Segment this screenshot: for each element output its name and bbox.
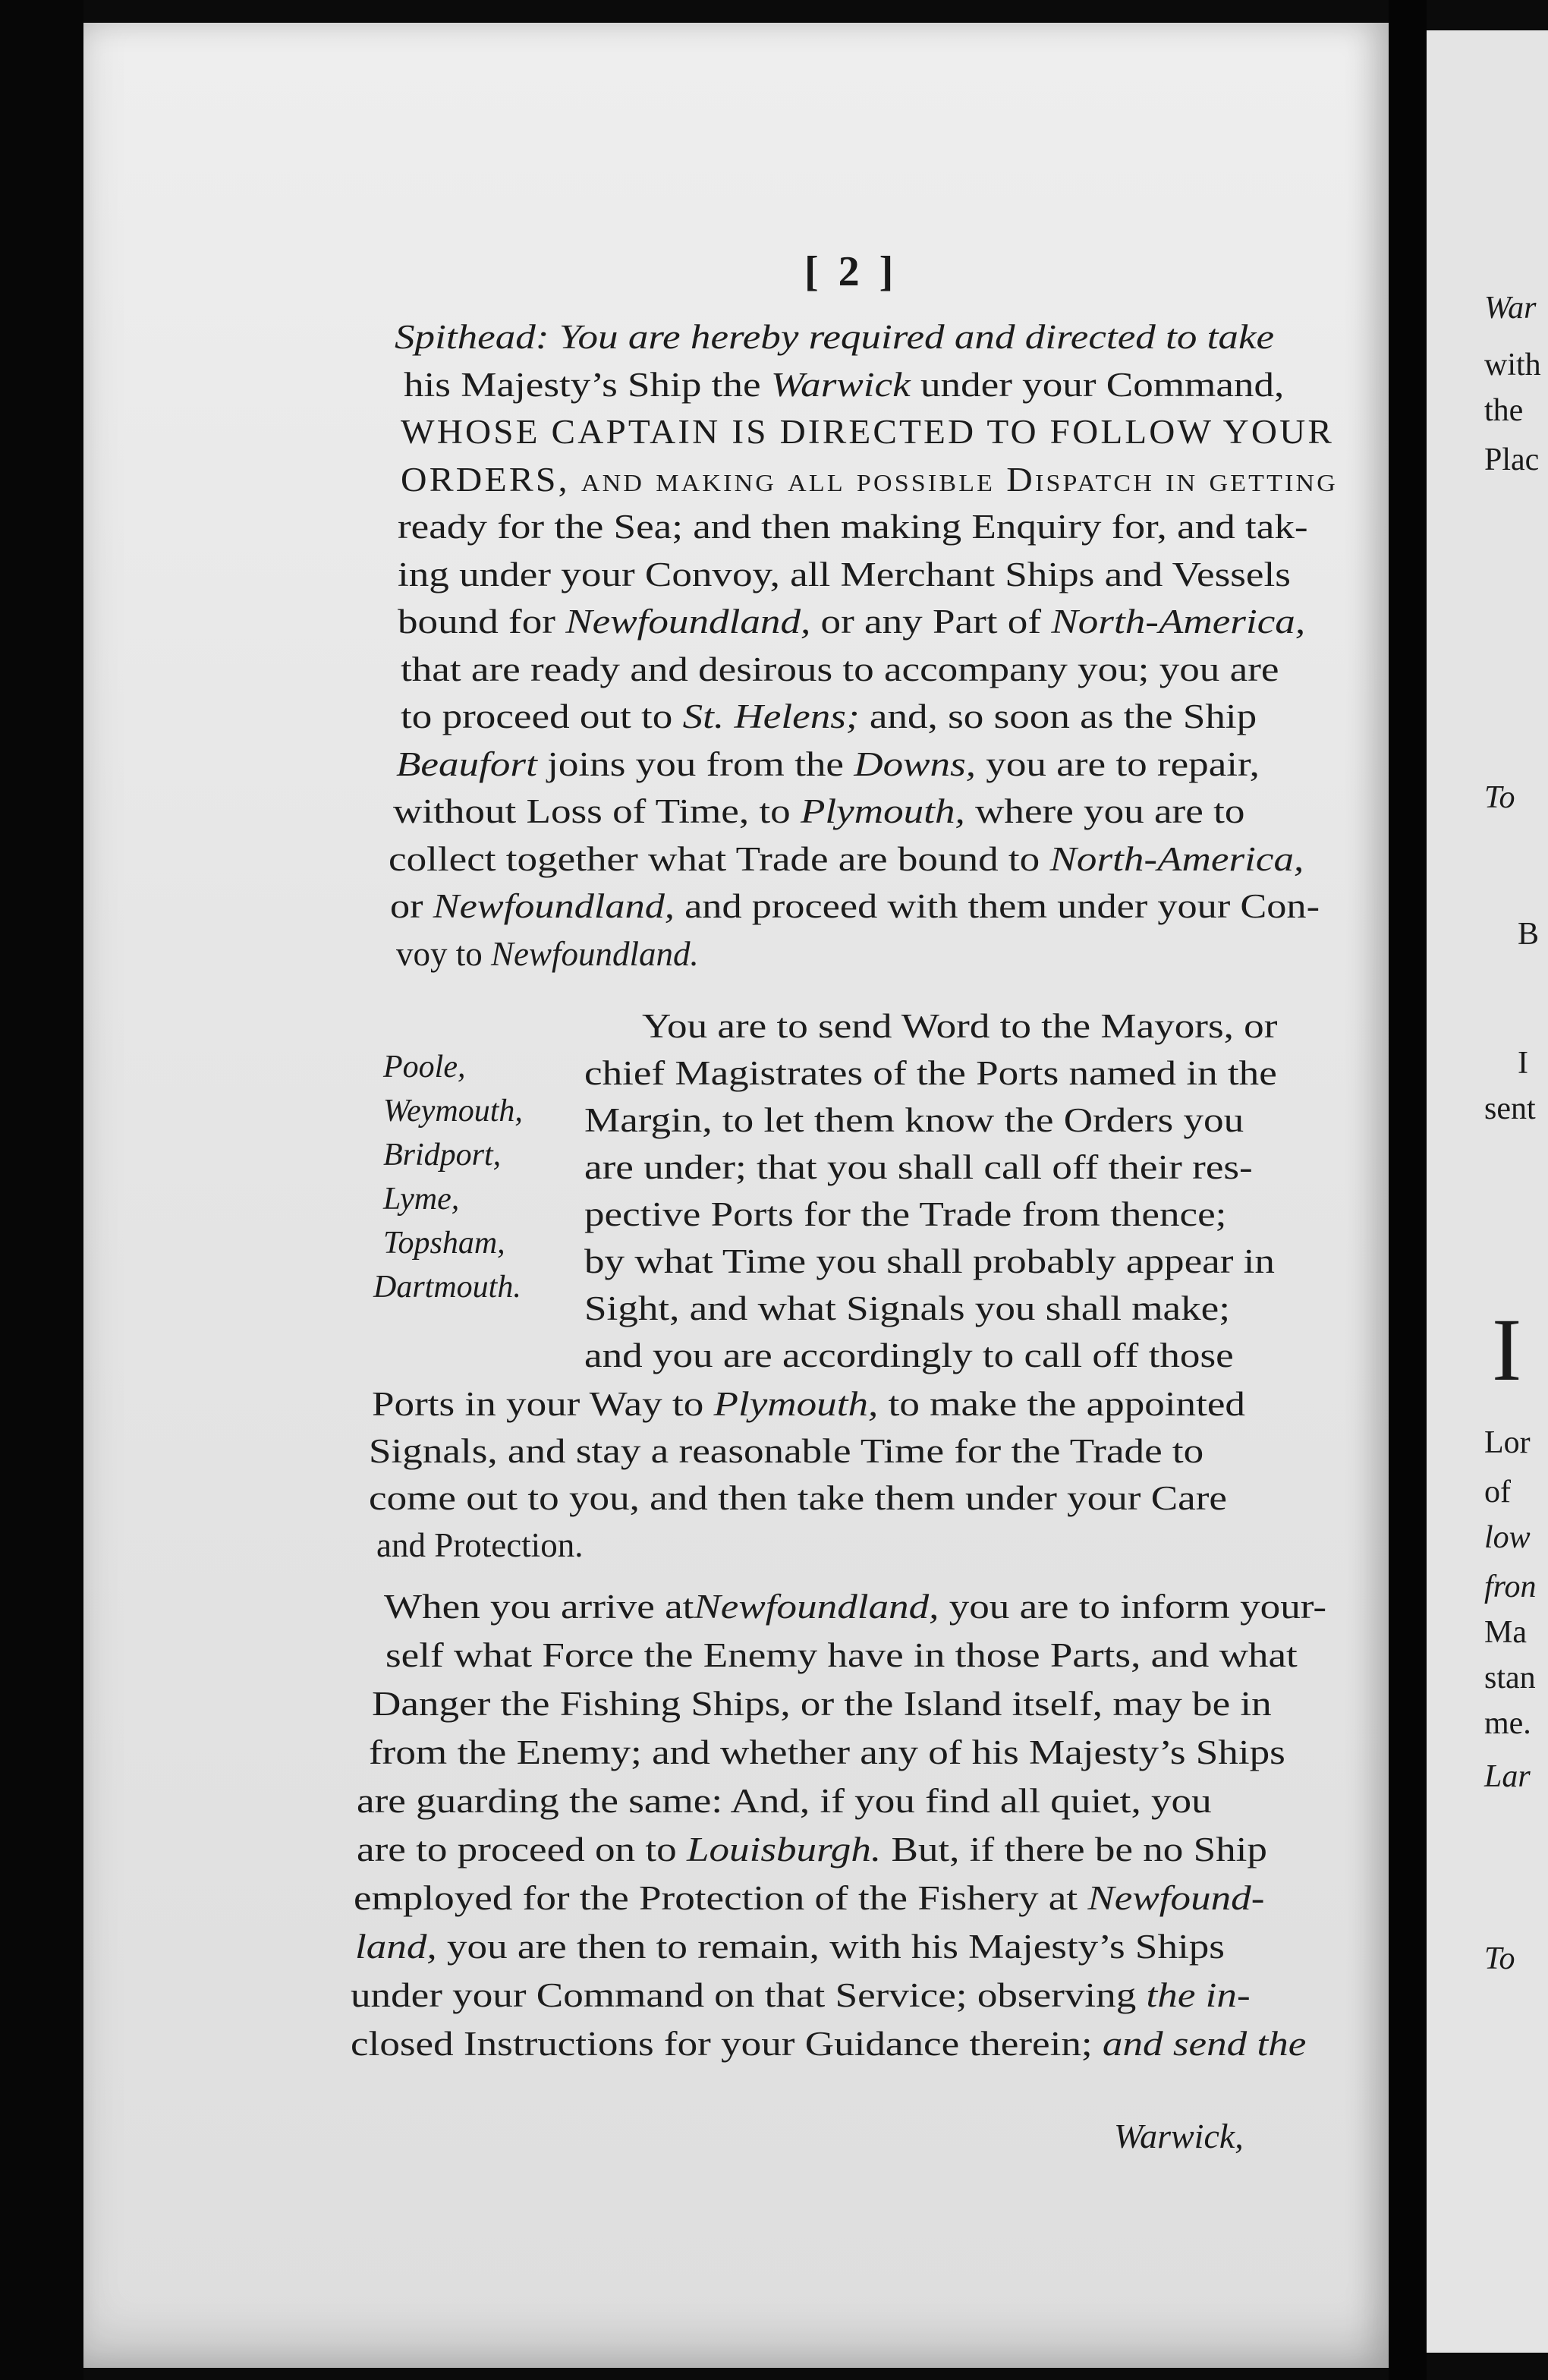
text-segment: Warwick (770, 365, 911, 404)
text-segment: ORDERS, and making all possible Dispatch in getting (401, 460, 1338, 499)
text-line (404, 365, 1285, 404)
text-segment: collect together what Trade are bound to (389, 839, 1050, 878)
text-segment: employed for the Protection of the Fishery at (354, 1879, 1088, 1917)
facing-page-fragment: To (1484, 1941, 1515, 1976)
text-segment: you are to inform your- (939, 1588, 1327, 1626)
text-segment: Newfoundland, (565, 603, 811, 641)
text-line (385, 1636, 1298, 1674)
text-segment: St. Helens; (682, 697, 860, 735)
margin-port: Dartmouth. (373, 1270, 521, 1305)
text-segment: When you arrive at (384, 1588, 694, 1626)
text-segment: Newfound- (1087, 1879, 1265, 1917)
facing-page-edge (1427, 30, 1548, 2353)
text-line (398, 555, 1291, 593)
text-segment: Plymouth, (713, 1385, 879, 1423)
margin-port: Lyme, (383, 1182, 460, 1217)
text-segment: are guarding the same: And, if you find all quiet, you (357, 1782, 1212, 1820)
facing-page-fragment: stan (1484, 1661, 1536, 1695)
text-segment: and proceed with them under your Con- (674, 887, 1320, 925)
text-segment: and Protection. (376, 1526, 584, 1564)
text-line (355, 1930, 1225, 1964)
text-line (351, 2027, 1306, 2061)
facing-page-fragment: fron (1484, 1569, 1537, 1604)
facing-page-fragment: I (1492, 1300, 1522, 1399)
text-line (398, 605, 1305, 639)
facing-page-fragment: with (1484, 348, 1541, 382)
text-segment: and, so soon as the Ship (859, 697, 1257, 735)
page-number: [ 2 ] (804, 248, 898, 295)
margin-port: Weymouth, (383, 1094, 523, 1129)
text-segment: Newfoundland. (491, 934, 699, 973)
text-line (354, 1881, 1264, 1916)
text-segment: and send the (1092, 2025, 1307, 2063)
text-segment: to proceed out to (401, 697, 683, 735)
text-segment: you are then to remain, with his Majesty’s Ships (436, 1928, 1225, 1966)
text-segment: without Loss of Time, to (393, 792, 801, 830)
text-line: pective Ports for the Trade from thence; (584, 1195, 1227, 1233)
text-line: and you are accordingly to call off those (584, 1336, 1234, 1374)
text-line (401, 650, 1279, 688)
text-segment: bound for (398, 603, 566, 641)
text-segment: land, (355, 1928, 437, 1966)
text-line (395, 320, 1274, 354)
text-segment: to make the appointed (878, 1385, 1245, 1423)
text-segment: are to proceed on to (357, 1831, 687, 1868)
text-line (396, 934, 699, 973)
text-line (376, 1528, 583, 1563)
text-segment: WHOSE CAPTAIN IS DIRECTED TO FOLLOW YOUR (401, 413, 1334, 451)
text-segment: under your Command on that Service; observing (351, 1976, 1147, 2014)
text-line (351, 1976, 1251, 2014)
text-segment: self what Force the Enemy have in those Parts, and what (385, 1636, 1298, 1674)
text-segment: Spithead: You (395, 318, 618, 356)
text-segment: Signals, and stay a reasonable Time for the Trade to (369, 1432, 1204, 1470)
text-segment: his Majesty’s Ship the (404, 365, 771, 404)
text-segment: North-America, (1049, 839, 1304, 878)
text-segment: Beaufort (396, 745, 537, 783)
margin-port: Bridport, (383, 1138, 502, 1173)
document-page (83, 23, 1389, 2368)
facing-page-fragment: I (1518, 1046, 1528, 1081)
text-line: chief Magistrates of the Ports named in the (584, 1054, 1277, 1092)
facing-page-fragment: the (1484, 393, 1524, 428)
text-segment: are hereby required and directed to take (618, 318, 1275, 356)
facing-page-fragment: Lar (1484, 1759, 1531, 1794)
text-segment: Louisburgh. (686, 1831, 882, 1868)
facing-page-fragment: B (1518, 917, 1540, 952)
facing-page-fragment: Plac (1484, 442, 1540, 477)
text-line (357, 1833, 1267, 1867)
text-segment: under your Command, (910, 365, 1285, 404)
text-line (390, 889, 1320, 924)
text-segment: where you are to (964, 792, 1245, 830)
text-line (369, 1481, 1227, 1516)
text-segment: that are ready and desirous to accompany you; you are (401, 650, 1279, 688)
catchword: Warwick, (1114, 2117, 1244, 2155)
text-segment: closed Instructions for your Guidance therein; (351, 2025, 1093, 2063)
text-segment: voy to (396, 934, 492, 973)
text-line (401, 415, 1334, 449)
text-segment: joins you from the (536, 745, 854, 783)
text-segment: North-America, (1051, 603, 1306, 641)
text-line (401, 697, 1257, 735)
facing-page-fragment: War (1484, 291, 1537, 326)
text-segment: ing under your Convoy, all Merchant Ships and Vessels (398, 555, 1291, 593)
facing-page-fragment: me. (1484, 1706, 1531, 1741)
text-line (396, 745, 1260, 783)
text-line: Margin, to let them know the Orders you (584, 1101, 1244, 1139)
text-segment: or (390, 887, 433, 925)
margin-port: Poole, (383, 1050, 466, 1085)
text-line (357, 1784, 1212, 1818)
text-segment: Newfoundland, (433, 887, 675, 925)
text-line (393, 792, 1245, 830)
facing-page-fragment: Lor (1484, 1425, 1531, 1460)
text-line (398, 510, 1308, 544)
facing-page-fragment: To (1484, 780, 1515, 815)
text-line: Sight, and what Signals you shall make; (584, 1289, 1231, 1327)
scan-left-margin (0, 0, 83, 2380)
text-segment: or any Part of (810, 603, 1052, 641)
text-line (401, 460, 1338, 499)
text-line (369, 1733, 1285, 1771)
text-segment: But, if there be no Ship (881, 1831, 1267, 1868)
text-segment: Ports in your Way to (372, 1385, 714, 1423)
text-segment: Danger the Fishing Ships, or the Island itself, may be in (372, 1685, 1272, 1723)
text-segment: Downs, (854, 745, 977, 783)
text-line: You are to send Word to the Mayors, or (642, 1007, 1278, 1045)
text-segment: from the Enemy; and whether any of his Majesty’s Ships (369, 1733, 1285, 1771)
text-line: by what Time you shall probably appear in (584, 1242, 1275, 1280)
text-segment: Newfoundland, (694, 1588, 939, 1626)
text-segment: you are to repair, (976, 745, 1260, 783)
text-line (372, 1687, 1272, 1721)
text-line (384, 1590, 1326, 1624)
text-segment: ready for the Sea; and then making Enquiry for, and tak- (398, 508, 1308, 546)
text-segment: the in- (1146, 1976, 1251, 2014)
facing-page-fragment: Ma (1484, 1615, 1527, 1650)
text-line: are under; that you shall call off their res- (584, 1148, 1253, 1186)
margin-port: Topsham, (383, 1226, 505, 1261)
facing-page-fragment: low (1484, 1520, 1531, 1555)
facing-page-fragment: sent (1484, 1091, 1536, 1126)
text-segment: come out to you, and then take them under your Care (369, 1479, 1228, 1517)
text-line (369, 1434, 1203, 1469)
text-line (372, 1387, 1245, 1421)
text-line (389, 839, 1304, 878)
text-segment: Plymouth, (800, 792, 965, 830)
book-gutter (1389, 0, 1427, 2380)
facing-page-fragment: of (1484, 1475, 1511, 1510)
